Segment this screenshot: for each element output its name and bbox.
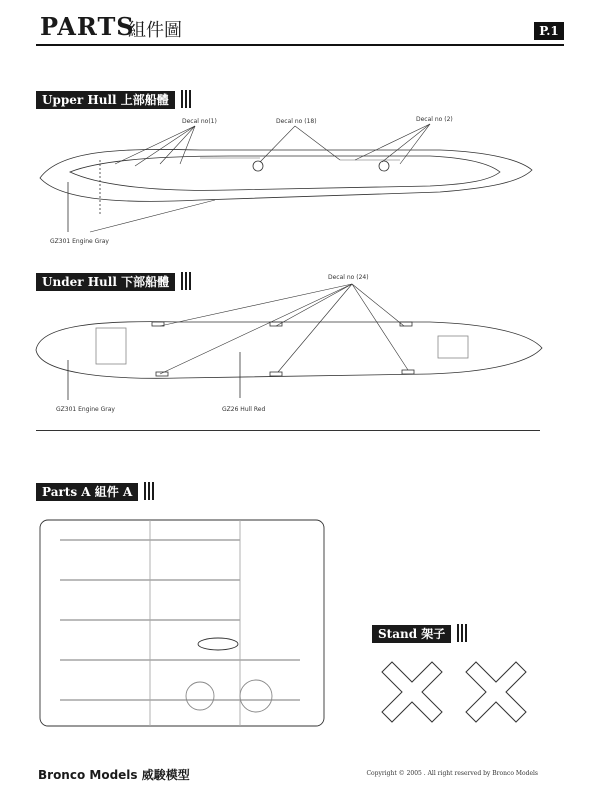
heading-bars-icon (455, 624, 467, 643)
stand-parts (382, 662, 526, 722)
under-hull-label: Under Hull 下部船體 (36, 273, 175, 291)
under-hull-heading (36, 272, 191, 291)
upper-hull-drawing (40, 149, 532, 232)
upper-hull-label: Upper Hull 上部船體 (36, 91, 175, 109)
page-title: PARTS (40, 12, 135, 41)
under-callout-lines (160, 284, 408, 374)
page-title-cn: 組件圖 (128, 20, 182, 41)
parts-a-label: Parts A 組件 A (36, 483, 138, 501)
under-callout-1: Decal no (24) (328, 274, 369, 281)
footer-brand: Bronco Models 威駿模型 (38, 768, 190, 782)
footer-copyright: Copyright © 2005 . All right reserved by Bronco Models (366, 770, 538, 777)
upper-callout-3: Decal no (2) (416, 116, 453, 123)
parts-a-heading (36, 482, 154, 501)
under-hull-drawing (36, 322, 542, 400)
upper-callout-lines (90, 124, 430, 232)
upper-callout-2: Decal no (18) (276, 118, 317, 125)
parts-a-sprue (40, 520, 324, 726)
under-paint-right: GZ26 Hull Red (222, 406, 266, 413)
section-divider (36, 430, 540, 431)
upper-callout-1: Decal no(1) (182, 118, 217, 125)
upper-paint-note: GZ301 Engine Gray (50, 238, 109, 245)
stand-label: Stand 架子 (372, 625, 451, 643)
heading-bars-icon (179, 272, 191, 291)
stand-heading (372, 624, 467, 643)
heading-bars-icon (142, 482, 154, 501)
page-number: P.1 (534, 22, 564, 40)
under-paint-left: GZ301 Engine Gray (56, 406, 115, 413)
